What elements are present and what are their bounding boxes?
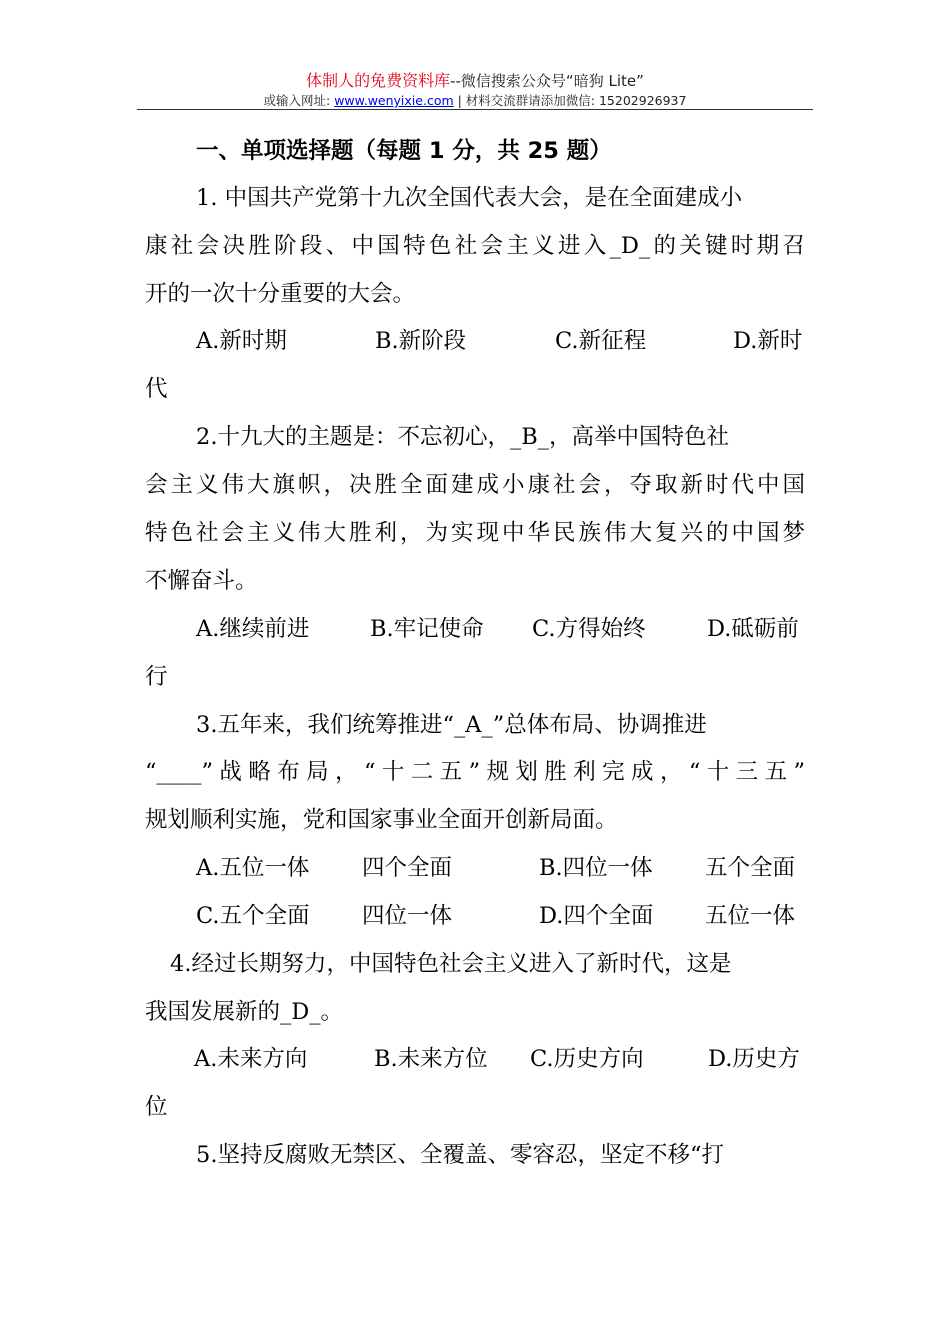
q1-line-2: 康社会决胜阶段、中国特色社会主义进入_D_的关键时期召: [145, 233, 805, 259]
q3-option-a: A.五位一体: [196, 855, 310, 881]
header-url-link[interactable]: www.wenyixie.com: [334, 93, 454, 108]
q3-option-d-second: 五位一体: [705, 903, 796, 929]
q1-option-a: A.新时期: [196, 328, 287, 354]
q1-line-3: 开的一次十分重要的大会。: [145, 281, 416, 307]
q3-option-d: D.四个全面: [539, 903, 654, 929]
header-url-prefix: 或输入网址:: [263, 93, 335, 108]
q3-line-3: 规划顺利实施，党和国家事业全面开创新局面。: [145, 807, 618, 833]
q3-option-a-second: 四个全面: [362, 855, 453, 881]
q2-option-d-wrap: 行: [145, 664, 168, 690]
header-line-1: [0, 68, 950, 91]
q1-option-b: B.新阶段: [375, 328, 467, 354]
q2-line-3: 特色社会主义伟大胜利，为实现中华民族伟大复兴的中国梦: [145, 520, 805, 546]
q3-line-1: 3.五年来，我们统筹推进“_A_”总体布局、协调推进: [196, 712, 707, 738]
q2-line-4: 不懈奋斗。: [145, 568, 258, 594]
q4-option-d: D.历史方: [708, 1046, 800, 1072]
q4-option-d-wrap: 位: [145, 1094, 168, 1120]
header-line-2: [0, 91, 950, 109]
q1-option-d-wrap: 代: [145, 376, 168, 402]
q4-line-1: 4.经过长期努力，中国特色社会主义进入了新时代，这是: [170, 951, 732, 977]
header-contact: | 材料交流群请添加微信: 15202926937: [453, 93, 687, 108]
q2-line-1: 2.十九大的主题是：不忘初心，_B_，高举中国特色社: [196, 424, 730, 450]
q2-option-d: D.砥砺前: [707, 616, 799, 642]
q4-option-a: A.未来方向: [194, 1046, 308, 1072]
q4-line-2: 我国发展新的_D_。: [145, 999, 344, 1025]
q3-option-b-second: 五个全面: [705, 855, 796, 881]
q1-option-c: C.新征程: [555, 328, 647, 354]
q2-option-c: C.方得始终: [532, 616, 646, 642]
q1-option-d: D.新时: [733, 328, 803, 354]
q1-line-1: 1. 中国共产党第十九次全国代表大会，是在全面建成小: [196, 185, 743, 211]
header-divider: [137, 109, 813, 110]
header-brand: 体制人的免费资料库: [306, 71, 451, 90]
q3-option-c-second: 四位一体: [362, 903, 453, 929]
q2-option-a: A.继续前进: [196, 616, 310, 642]
q2-line-2: 会主义伟大旗帜，决胜全面建成小康社会，夺取新时代中国: [145, 472, 805, 498]
q3-line-2: “____”战略布局，“十二五”规划胜利完成，“十三五”: [145, 759, 805, 785]
q5-line-1: 5.坚持反腐败无禁区、全覆盖、零容忍，坚定不移“打: [196, 1142, 724, 1168]
q4-option-c: C.历史方向: [530, 1046, 644, 1072]
section-title: 一、单项选择题（每题 1 分，共 25 题）: [196, 138, 612, 164]
header-brand-suffix: --微信搜索公众号“暗狗 Lite”: [450, 72, 644, 90]
q2-option-b: B.牢记使命: [370, 616, 484, 642]
q3-option-b: B.四位一体: [539, 855, 653, 881]
q3-option-c: C.五个全面: [196, 903, 310, 929]
q4-option-b: B.未来方位: [374, 1046, 488, 1072]
